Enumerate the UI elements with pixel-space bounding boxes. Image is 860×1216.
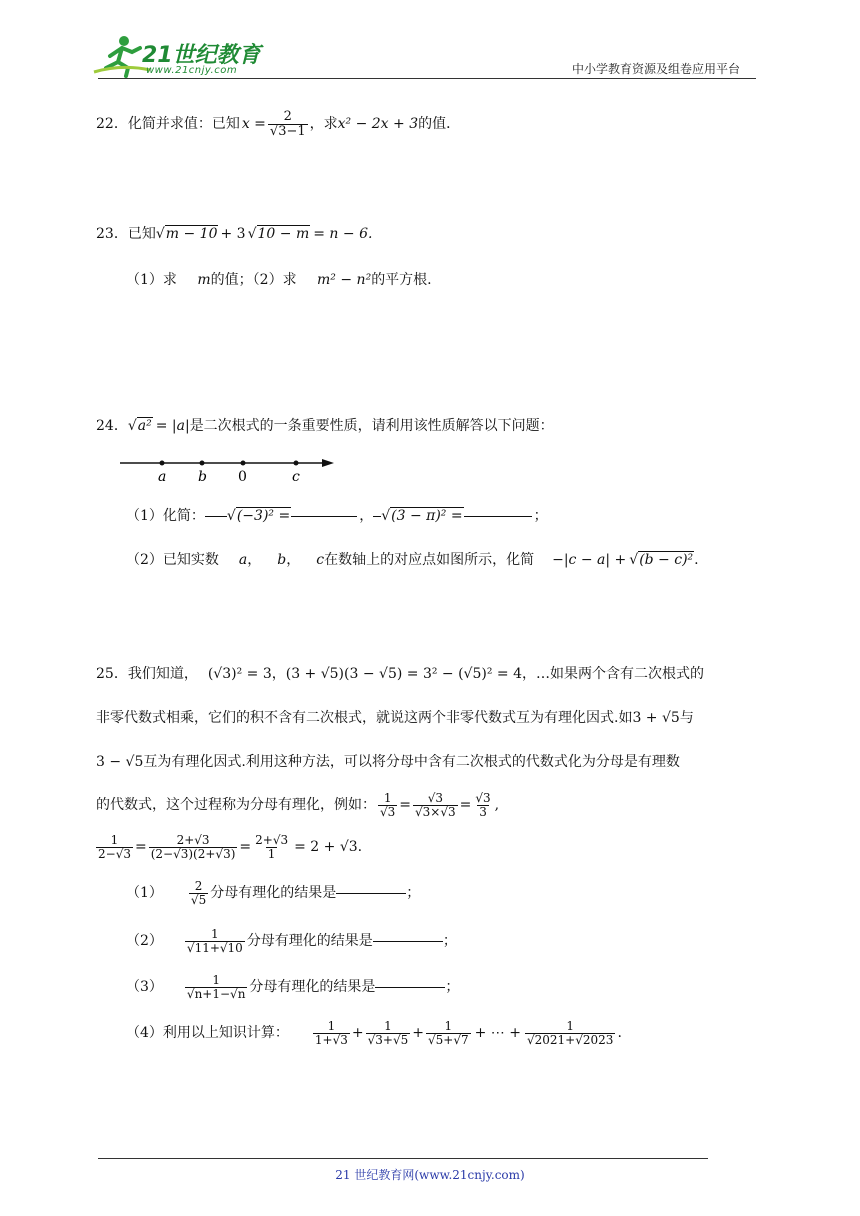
- q23-label: 23．已知: [96, 226, 156, 242]
- q25-sub-3-text: 分母有理化的结果是: [249, 979, 376, 996]
- q22-mid: ，求: [309, 116, 338, 133]
- q25-ex1-comma: ,: [494, 797, 500, 814]
- q25-line-2-end: 与: [679, 710, 694, 726]
- q25-line-3: [96, 752, 680, 772]
- q25-line-1: [96, 664, 704, 684]
- question-22: [96, 110, 460, 138]
- q25-sum-term-last: $\frac{1}{√2021+√2023}$: [527, 1019, 614, 1047]
- q22-x-eq: x =: [241, 116, 266, 133]
- q25-sum-dots: + ⋯ +: [474, 1025, 521, 1042]
- q25-line-2: [96, 708, 694, 728]
- q25-line-2-text: 非零代数式相乘，它们的积不含有二次根式，就说这两个非零代数式互为有理化因式.如: [96, 710, 633, 726]
- q24-var-c: c: [316, 552, 325, 568]
- point-zero-label: 0: [238, 469, 247, 485]
- q25-ex2-frac-1: $\frac{1}{2-√3}$: [98, 833, 131, 861]
- q25-sub-1-label: （1）: [126, 885, 163, 902]
- q25-ex2-tail: = 2 + √3.: [294, 839, 363, 856]
- q25-ex1-frac-1: $\frac{1}{√3}$: [380, 791, 396, 819]
- q25-sum-plus-1: +: [351, 1025, 364, 1042]
- q25-sum-period: .: [617, 1025, 622, 1042]
- q24-sep-2: ，: [286, 552, 301, 568]
- point-b-label: b: [198, 469, 207, 485]
- q23-plus3: + 3: [220, 226, 246, 242]
- q24-expr: −|c − a| +: [552, 552, 627, 568]
- q25-sub-1-fraction: $\frac{2}{√5}$: [190, 879, 207, 907]
- q24-semicolon: ；: [533, 508, 548, 524]
- q24-label: 24．: [96, 418, 128, 434]
- question-23: [96, 224, 372, 244]
- q25-sub-3-semi: ；: [445, 979, 460, 996]
- q25-sub-3: [126, 974, 459, 1000]
- header-logo: [92, 34, 272, 80]
- q24-identity-rhs: = |a|: [155, 418, 190, 434]
- q24-var-a: a: [238, 552, 248, 568]
- q22-fraction: $\frac{2}{√3-1}$: [269, 109, 306, 139]
- q23-part1: （1）求: [126, 272, 177, 288]
- q22-tail: 的值．: [418, 116, 461, 133]
- q25-line-4-text: 的代数式，这个过程称为分母有理化，例如：: [96, 797, 376, 814]
- q25-factor-1: 3 + √5: [632, 710, 680, 726]
- q25-intro-tail: …如果两个含有二次根式的: [536, 666, 704, 682]
- q24-sqrt-1: √(−3)² =: [226, 508, 291, 524]
- q25-sub-4-label: （4）利用以上知识计算：: [126, 1025, 289, 1042]
- q24-var-b: b: [277, 552, 287, 568]
- logo-subtext: www.21cnjy.com: [146, 65, 238, 76]
- q25-line-3-text: 互为有理化因式.利用这种方法，可以将分母中含有二次根式的代数式化为分母是有理数: [143, 754, 680, 770]
- q25-sub-1: [126, 880, 420, 906]
- q25-sub-2-semi: ；: [442, 933, 457, 950]
- q25-ex1-eq-2: =: [459, 797, 472, 814]
- logo-text: 21世纪教育: [142, 43, 261, 68]
- q25-sub-3-blank: [375, 987, 445, 988]
- header-rule: [98, 78, 756, 79]
- q23-rhs: = n − 6.: [313, 226, 373, 242]
- q24-part1: [126, 506, 548, 526]
- q24-sep-1: ，: [247, 552, 262, 568]
- q25-sub-3-fraction: $\frac{1}{√n+1-√n}$: [186, 973, 246, 1001]
- q24-expr-sqrt: √(b − c)²: [629, 552, 694, 568]
- point-c-dot: [294, 461, 299, 466]
- q25-sum-plus-2: +: [412, 1025, 424, 1042]
- q24-answer-blank-2: [464, 516, 532, 517]
- q23-sqrt-1: √m − 10: [155, 226, 218, 242]
- q25-sub-4: [126, 1020, 622, 1046]
- q24-part1-label: （1）化简：: [126, 508, 205, 524]
- header-right-title: 中小学教育资源及组卷应用平台: [572, 62, 741, 76]
- point-b-dot: [200, 461, 205, 466]
- q24-dot: .: [694, 552, 699, 568]
- q24-text: 是二次根式的一条重要性质，请利用该性质解答以下问题：: [189, 418, 554, 434]
- q25-ex2-eq-2: =: [239, 839, 252, 856]
- q25-ex2-eq-1: =: [134, 839, 147, 856]
- q25-sum-term-1: $\frac{1}{1+√3}$: [314, 1019, 348, 1047]
- point-c-label: c: [292, 469, 300, 485]
- q25-sub-2-fraction: $\frac{1}{√11+√10}$: [186, 927, 243, 955]
- q25-factor-2: 3 − √5: [96, 754, 144, 770]
- q25-ex2-frac-3: $\frac{2+√3}{1}$: [255, 833, 289, 861]
- q24-answer-blank-1: [291, 516, 357, 517]
- q24-part2: [126, 550, 699, 570]
- number-line: [116, 450, 346, 490]
- point-zero-dot: [241, 461, 246, 466]
- q25-ex1-frac-3: $\frac{√3}{3}$: [475, 791, 491, 819]
- q25-ex1-eq-1: =: [399, 797, 412, 814]
- q25-ex2-frac-2: $\frac{2+√3}{(2-√3)(2+√3)}$: [150, 833, 236, 861]
- point-a-dot: [160, 461, 165, 466]
- q24-part2-label: （2）已知实数: [126, 552, 219, 568]
- q24-comma: ，: [359, 508, 374, 524]
- q25-sub-1-text: 分母有理化的结果是: [210, 885, 337, 902]
- q25-sub-3-label: （3）: [126, 979, 163, 996]
- q25-ex1-frac-2: $\frac{√3}{√3\times√3}$: [415, 791, 456, 819]
- q25-example-2: [96, 834, 362, 860]
- q22-expression: x² − 2x + 3: [337, 116, 419, 133]
- q25-sub-1-blank: [336, 893, 406, 894]
- q23-sqrt-2: √10 − m: [247, 226, 310, 242]
- q24-blank-lead-1: [205, 516, 227, 517]
- footer-rule: [98, 1158, 708, 1159]
- q25-sub-2-blank: [373, 941, 443, 942]
- q23-part1b: 的值；（2）求: [210, 272, 297, 288]
- footer-text: 21 世纪教育网(www.21cnjy.com): [335, 1168, 525, 1182]
- q25-sub-2-label: （2）: [126, 933, 163, 950]
- q25-examples: (√3)² = 3，(3 + √5)(3 − √5) = 3² − (√5)² = 4，: [207, 666, 536, 682]
- q24-identity-sqrt: √a²: [127, 418, 152, 434]
- q25-sub-1-semi: ；: [406, 885, 421, 902]
- q25-sub-2: [126, 928, 457, 954]
- q22-label: 22．化简并求值：已知: [96, 116, 240, 133]
- q23-parts: [126, 270, 432, 290]
- point-a-label: a: [158, 469, 167, 485]
- question-24: [96, 416, 554, 436]
- q24-part2-text: 在数轴上的对应点如图所示，化简: [324, 552, 535, 568]
- q25-intro: 25．我们知道，: [96, 666, 198, 682]
- q25-sub-2-text: 分母有理化的结果是: [246, 933, 373, 950]
- q23-m: m: [197, 272, 211, 288]
- q23-expr2: m² − n²: [317, 272, 372, 288]
- q23-part2b: 的平方根.: [371, 272, 432, 288]
- q24-blank-lead-2: [373, 516, 381, 517]
- q25-sum-term-2: $\frac{1}{√3+√5}$: [367, 1019, 409, 1047]
- q24-sqrt-2: √(3 − π)² =: [381, 508, 463, 524]
- q25-sum-term-3: $\frac{1}{√5+√7}$: [428, 1019, 469, 1047]
- q25-line-4: [96, 792, 499, 818]
